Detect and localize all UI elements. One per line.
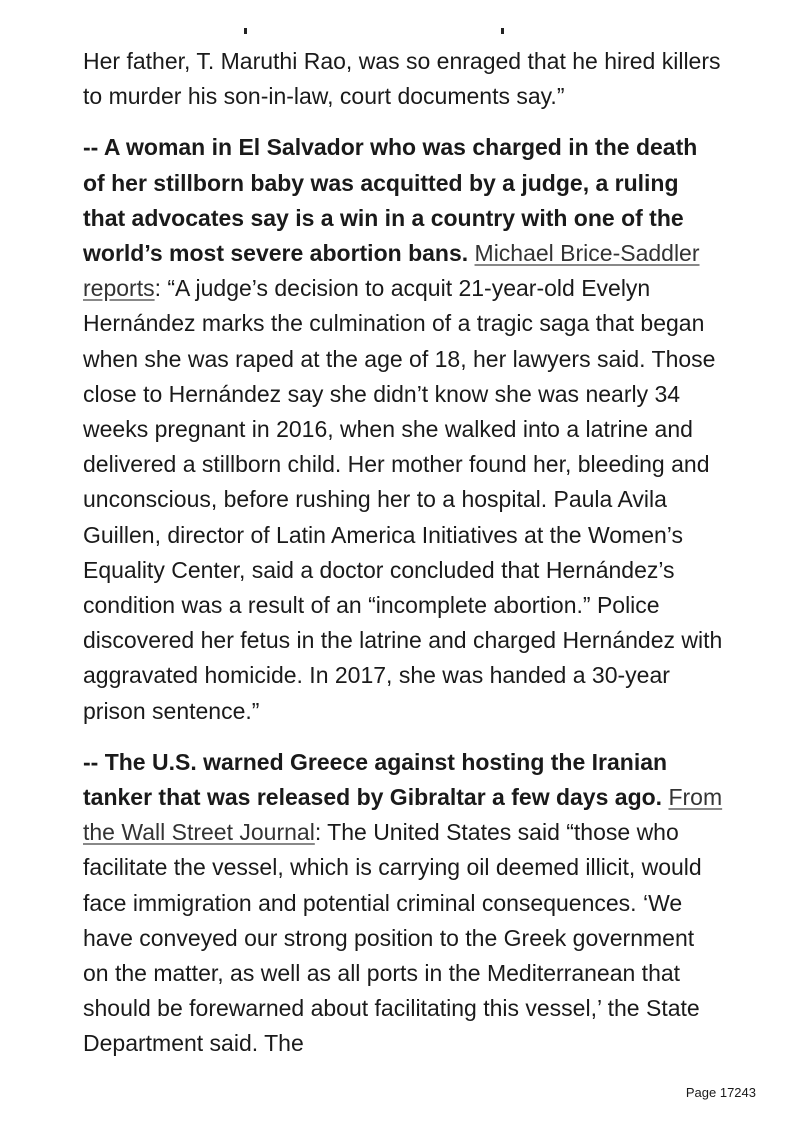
page-number: Page 17243	[685, 1085, 756, 1100]
document-page	[83, 44, 723, 1062]
cut-off-text-fragment	[244, 28, 247, 34]
paragraph-headline: -- A woman in El Salvador who was charged in the death of her stillborn baby was acquitted by a judge, a ruling that advocates say is a win in a country with one of the world’s most severe abortion bans.	[83, 134, 698, 267]
cut-off-text-fragment	[501, 28, 504, 34]
paragraph-greece-tanker	[83, 745, 723, 1062]
paragraph-continuation	[83, 44, 723, 114]
source-link[interactable]: Michael Brice-Saddler reports	[83, 240, 700, 302]
paragraph-el-salvador	[83, 130, 723, 728]
source-link[interactable]: From the Wall Street Journal	[83, 784, 723, 846]
paragraph-body: : “A judge’s decision to acquit 21-year-old Evelyn Hernández marks the culmination of a tragic saga that began when she was raped at the age of 18, her lawyers said. Those close to Hernández say she didn’t know she was nearly 34 weeks pregnant in 2016, when she walked into a latrine and delivered a stillborn child. Her mother found her, bleeding and unconscious, before rushing her to a hospital. Paula Avila Guillen, director of Latin America Initiatives at the Women’s Equality Center, said a doctor concluded that Hernández’s condition was a result of an “incomplete abortion.” Police discovered her fetus in the latrine and charged Hernández with aggravated homicide. In 2017, she was handed a 30-year prison sentence.”	[83, 275, 723, 724]
paragraph-text: Her father, T. Maruthi Rao, was so enraged that he hired killers to murder his son-in-law, court documents say.”	[83, 48, 721, 110]
paragraph-headline: -- The U.S. warned Greece against hosting the Iranian tanker that was released by Gibraltar a few days ago.	[83, 748, 668, 811]
paragraph-body: : The United States said “those who facilitate the vessel, which is carrying oil deemed illicit, would face immigration and potential criminal consequences. ‘We have conveyed our strong position to the Greek government on the matter, as well as all ports in the Mediterranean that should be forewarned about facilitating this vessel,’ the State Department said. The	[83, 819, 702, 1057]
